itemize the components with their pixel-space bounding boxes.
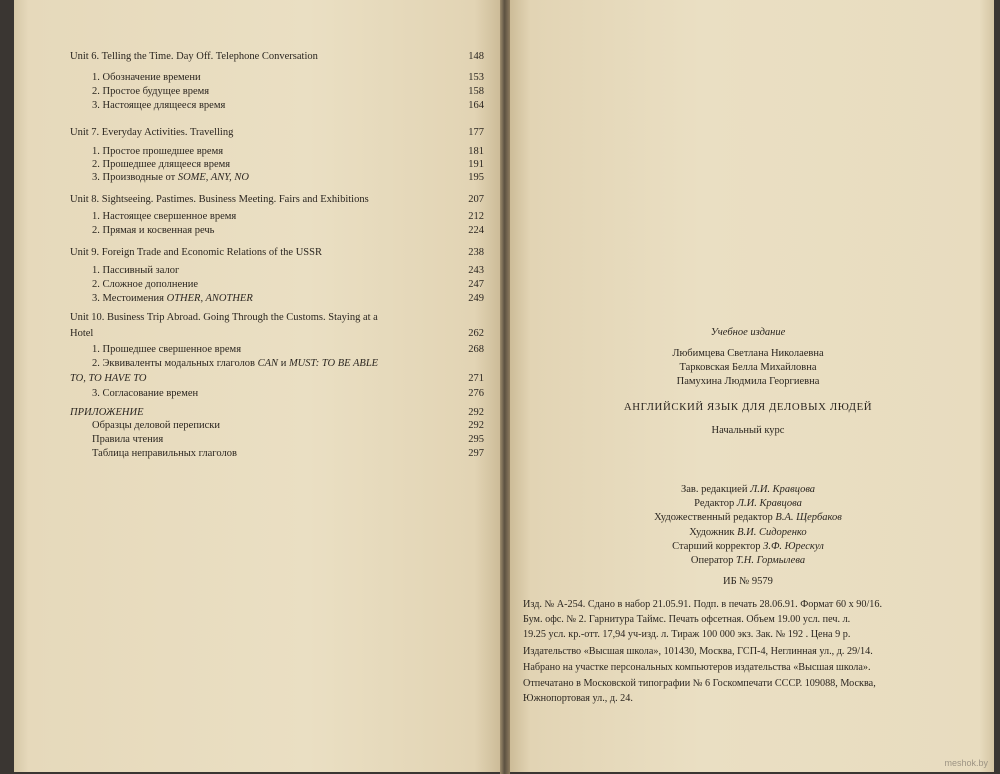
imprint-line: 19.25 усл. кр.-отт. 17,94 уч-изд. л. Тираж 100 000 экз. Зак. № 192 . Цена 9 р. <box>523 629 851 640</box>
toc-entry-title: Таблица неправильных глаголов <box>92 448 237 459</box>
toc-entry-title: 3. Настоящее длящееся время <box>92 100 226 111</box>
toc-page-number: 295 <box>468 434 484 445</box>
ib-number: ИБ № 9579 <box>723 576 773 587</box>
toc-page-number: 158 <box>468 86 484 97</box>
credit-line: Старший корректор З.Ф. Юрескул <box>672 541 824 552</box>
toc-entry-title: 2. Простое будущее время <box>92 86 210 97</box>
toc-entry-title: 3. Согласование времен <box>92 388 199 399</box>
toc-page-number: 181 <box>468 146 484 157</box>
toc-entry-title: Unit 9. Foreign Trade and Economic Relations of the USSR <box>70 247 322 258</box>
toc-entry-title: 2. Сложное дополнение <box>92 279 199 290</box>
toc-entry-title: ПРИЛОЖЕНИЕ <box>70 407 144 418</box>
book-title: АНГЛИЙСКИЙ ЯЗЫК ДЛЯ ДЕЛОВЫХ ЛЮДЕЙ <box>623 401 873 413</box>
toc-page-number: 207 <box>468 194 484 205</box>
author-2: Тарковская Белла Михайловна <box>679 362 817 373</box>
toc-entry-title: 3. Местоимения OTHER, ANOTHER <box>92 293 253 304</box>
author-1: Любимцева Светлана Николаевна <box>672 348 824 359</box>
toc-page-number: 212 <box>468 211 484 222</box>
toc-entry-title: Unit 7. Everyday Activities. Travelling <box>70 127 234 138</box>
toc-page-number: 177 <box>468 127 484 138</box>
toc-entry-title: 2. Эквиваленты модальных глаголов CAN и MUST: TO BE ABLE <box>92 358 379 369</box>
imprint-line: Отпечатано в Московской типографии № 6 Госкомпечати СССР. 109088, Москва, <box>523 678 876 689</box>
toc-page-number: 191 <box>468 159 484 170</box>
toc-entry-title: 1. Простое прошедшее время <box>92 146 224 157</box>
credit-line: Редактор Л.И. Кравцова <box>694 498 802 509</box>
edition-type: Учебное издание <box>710 327 786 338</box>
toc-entry-title: 1. Обозначение времени <box>92 72 201 83</box>
toc-page-number: 153 <box>468 72 484 83</box>
toc-entry-title: 2. Прямая и косвенная речь <box>92 225 215 236</box>
toc-page-number: 297 <box>468 448 484 459</box>
toc-page-number: 195 <box>468 172 484 183</box>
credit-line: Художественный редактор В.А. Щербаков <box>654 512 842 523</box>
imprint-line: Бум. офс. № 2. Гарнитура Таймс. Печать офсетная. Объем 19.00 усл. печ. л. <box>523 614 851 625</box>
toc-page-number: 148 <box>468 51 484 62</box>
toc-entry-title: Unit 6. Telling the Time. Day Off. Telephone Conversation <box>70 51 318 62</box>
imprint-line: Издательство «Высшая школа», 101430, Москва, ГСП-4, Неглинная ул., д. 29/14. <box>523 646 873 657</box>
toc-page-number: 238 <box>468 247 484 258</box>
author-3: Памухина Людмила Георгиевна <box>676 376 820 387</box>
toc-entry-title: Unit 8. Sightseeing. Pastimes. Business Meeting. Fairs and Exhibitions <box>70 194 369 205</box>
toc-entry-title: Hotel <box>70 328 94 339</box>
imprint-line: Южнопортовая ул., д. 24. <box>523 693 633 704</box>
imprint-line: Изд. № А-254. Сдано в набор 21.05.91. Подп. в печать 28.06.91. Формат 60 х 90/16. <box>523 599 883 610</box>
toc-entry-title: 1. Прошедшее свершенное время <box>92 344 242 355</box>
toc-page-number: 268 <box>468 344 484 355</box>
toc-entry-title: 1. Настоящее свершенное время <box>92 211 237 222</box>
toc-entry-title: Unit 10. Business Trip Abroad. Going Through the Customs. Staying at a <box>70 312 378 323</box>
toc-page-number: 249 <box>468 293 484 304</box>
toc-page-number: 247 <box>468 279 484 290</box>
toc-entry-title: 1. Пассивный залог <box>92 265 180 276</box>
credit-line: Зав. редакцией Л.И. Кравцова <box>680 484 816 495</box>
credit-line: Оператор Т.Н. Гормылева <box>690 555 806 566</box>
toc-entry-title: Правила чтения <box>92 434 164 445</box>
toc-page-number: 224 <box>468 225 484 236</box>
toc-page-number: 243 <box>468 265 484 276</box>
imprint-line: Набрано на участке персональных компьютеров издательства «Высшая школа». <box>523 662 871 673</box>
book-gutter <box>500 0 510 774</box>
toc-entry-title: 3. Производные от SOME, ANY, NO <box>92 172 249 183</box>
toc-page-number: 262 <box>468 328 484 339</box>
toc-page-number: 271 <box>468 373 484 384</box>
toc-entry-title: Образцы деловой переписки <box>92 420 220 431</box>
toc-entry-title: 2. Прошедшее длящееся время <box>92 159 231 170</box>
toc-page-number: 292 <box>468 420 484 431</box>
left-page <box>14 0 504 772</box>
toc-page-number: 292 <box>468 407 484 418</box>
toc-page-number: 276 <box>468 388 484 399</box>
book-subtitle: Начальный курс <box>711 425 785 436</box>
credit-line: Художник В.И. Сидоренко <box>689 527 807 538</box>
toc-entry-title: TO, TO HAVE TO <box>70 373 147 384</box>
toc-page-number: 164 <box>468 100 484 111</box>
watermark: meshok.by <box>944 758 988 768</box>
